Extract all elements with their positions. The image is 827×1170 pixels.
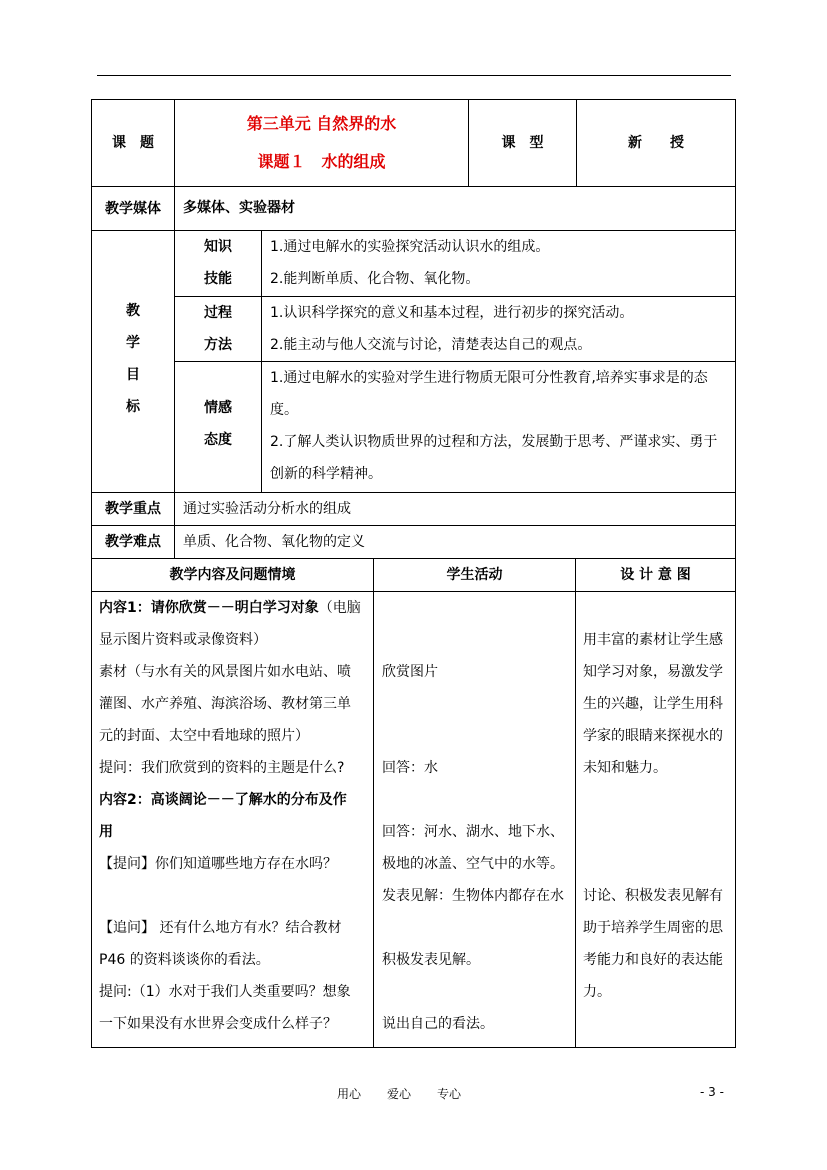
footer-motto-1: 用心 — [337, 1087, 362, 1101]
content-line-10: 【追问】 还有什么地方有水？结合教材 — [99, 920, 342, 936]
student-column-label: 学生活动 — [446, 567, 503, 583]
content-1-heading-rest: （电脑 — [318, 600, 361, 616]
process-item-1: 1.认识科学探究的意义和基本过程，进行初步的探究活动。 — [270, 305, 634, 321]
student-body-cell — [373, 591, 576, 1048]
difficult-point-label-cell — [91, 525, 175, 559]
student-line-blank-2 — [382, 624, 575, 656]
intent-line-6: 讨论、积极发表见解有 — [583, 888, 723, 904]
student-line-blank-3 — [382, 688, 575, 720]
student-line-1: 欣赏图片 — [382, 664, 438, 680]
media-value-cell — [174, 186, 736, 231]
footer-motto-2: 爱心 — [387, 1087, 412, 1101]
key-point-label-cell — [91, 492, 175, 526]
student-line-5: 发表见解：生物体内都存在水 — [382, 888, 564, 904]
content-line-6: 提问：我们欣赏到的资料的主题是什么? — [99, 760, 345, 776]
type-label: 课 型 — [501, 135, 544, 151]
intent-line-4: 学家的眼睛来探视水的 — [583, 728, 723, 744]
key-point-value: 通过实验活动分析水的组成 — [183, 501, 351, 517]
intent-line-1: 用丰富的素材让学生感 — [583, 632, 723, 648]
emotion-label-cell — [174, 361, 262, 493]
student-line-7: 说出自己的看法。 — [382, 1016, 494, 1032]
header-rule — [97, 75, 731, 76]
knowledge-item-2: 2.能判断单质、化合物、氧化物。 — [270, 271, 480, 287]
content-line-12: 提问:（1）水对于我们人类重要吗？想象 — [99, 984, 351, 1000]
content-1-heading: 内容1：请你欣赏－－明白学习对象 — [99, 600, 319, 616]
content-line-8: 用 — [99, 824, 113, 840]
student-column-header — [373, 558, 576, 592]
intent-line-3: 生的兴趣，让学生用科 — [583, 696, 723, 712]
lesson-plan-table — [91, 99, 736, 1048]
emotion-line-3: 2.了解人类认识物质世界的过程和方法，发展勤于思考、严谨求实、勇于 — [270, 434, 718, 450]
unit-title: 第三单元 自然界的水 — [246, 114, 397, 133]
objectives-char-3: 目 — [126, 367, 140, 383]
knowledge-label-1: 知识 — [204, 239, 232, 255]
content-column-label: 教学内容及问题情境 — [169, 567, 296, 583]
process-cell — [261, 296, 736, 362]
content-line-4: 灌图、水产养殖、海滨浴场、教材第三单 — [99, 696, 351, 712]
key-point-value-cell — [174, 492, 736, 526]
type-value: 新 授 — [628, 135, 684, 151]
knowledge-cell — [261, 230, 736, 297]
intent-column-label: 设 计 意 图 — [620, 567, 691, 583]
emotion-line-4: 创新的科学精神。 — [270, 466, 382, 482]
process-label-2: 方法 — [204, 337, 232, 353]
content-column-header — [91, 558, 374, 592]
emotion-label-1: 情感 — [204, 400, 232, 416]
content-line-13: 一下如果没有水世界会变成什么样子？ — [99, 1016, 337, 1032]
subject-label: 课 题 — [112, 135, 154, 151]
footer-motto-3: 专心 — [437, 1087, 462, 1101]
intent-line-blank-3 — [583, 816, 735, 848]
process-item-2: 2.能主动与他人交流与讨论，清楚表达自己的观点。 — [270, 337, 592, 353]
intent-line-2: 知学习对象，易激发学 — [583, 664, 723, 680]
intent-line-7: 助于培养学生周密的思 — [583, 920, 723, 936]
difficult-point-value: 单质、化合物、氧化物的定义 — [183, 534, 365, 550]
process-label-1: 过程 — [204, 305, 232, 321]
lesson-title: 课题１ 水的组成 — [257, 152, 386, 171]
objectives-char-1: 教 — [126, 303, 140, 319]
intent-column-header — [575, 558, 736, 592]
content-line-1 — [99, 592, 373, 624]
student-line-blank-6 — [382, 912, 575, 944]
lesson-title-cell — [174, 99, 469, 187]
knowledge-label-2: 技能 — [204, 271, 232, 287]
emotion-cell — [261, 361, 736, 493]
intent-body-cell — [575, 591, 736, 1048]
emotion-line-2: 度。 — [270, 402, 298, 418]
intent-line-9: 力。 — [583, 984, 611, 1000]
emotion-line-1: 1.通过电解水的实验对学生进行物质无限可分性教育,培养实事求是的态 — [270, 370, 708, 386]
student-line-blank-5 — [382, 784, 575, 816]
student-line-6: 积极发表见解。 — [382, 952, 480, 968]
process-label-cell — [174, 296, 262, 362]
intent-line-blank-4 — [583, 848, 735, 880]
student-line-blank-1 — [382, 592, 575, 624]
student-line-4: 极地的冰盖、空气中的水等。 — [382, 856, 564, 872]
student-line-blank-7 — [382, 976, 575, 1008]
content-line-3: 素材（与水有关的风景图片如水电站、喷 — [99, 664, 351, 680]
knowledge-label-cell — [174, 230, 262, 297]
page-number: - 3 - — [700, 1085, 724, 1099]
emotion-label-2: 态度 — [204, 432, 232, 448]
media-label-cell — [91, 186, 175, 231]
content-line-2: 显示图片资料或录像资料） — [99, 632, 267, 648]
content-line-9: 【提问】你们知道哪些地方存在水吗？ — [99, 856, 337, 872]
subject-label-cell — [91, 99, 175, 187]
intent-line-5: 未知和魅力。 — [583, 760, 667, 776]
objectives-char-4: 标 — [126, 399, 140, 415]
content-line-11: P46 的资料谈谈你的看法。 — [99, 952, 270, 968]
type-value-cell — [576, 99, 736, 187]
media-value: 多媒体、实验器材 — [183, 200, 295, 216]
media-label: 教学媒体 — [105, 200, 161, 217]
intent-line-8: 考能力和良好的表达能 — [583, 952, 723, 968]
key-point-label: 教学重点 — [105, 501, 161, 517]
content-body-cell — [91, 591, 374, 1048]
objectives-char-2: 学 — [126, 335, 140, 351]
intent-line-blank-1 — [583, 592, 735, 624]
difficult-point-label: 教学难点 — [105, 534, 161, 550]
content-line-blank — [99, 880, 373, 912]
content-line-5: 元的封面、太空中看地球的照片） — [99, 728, 309, 744]
knowledge-item-1: 1.通过电解水的实验探究活动认识水的组成。 — [270, 239, 550, 255]
student-line-2: 回答：水 — [382, 760, 438, 776]
objectives-label-cell — [91, 230, 175, 493]
intent-line-blank-2 — [583, 784, 735, 816]
difficult-point-value-cell — [174, 525, 736, 559]
content-line-7: 内容2：高谈阔论－－了解水的分布及作 — [99, 792, 347, 808]
student-line-blank-4 — [382, 720, 575, 752]
type-label-cell — [468, 99, 577, 187]
student-line-3: 回答：河水、湖水、地下水、 — [382, 824, 564, 840]
